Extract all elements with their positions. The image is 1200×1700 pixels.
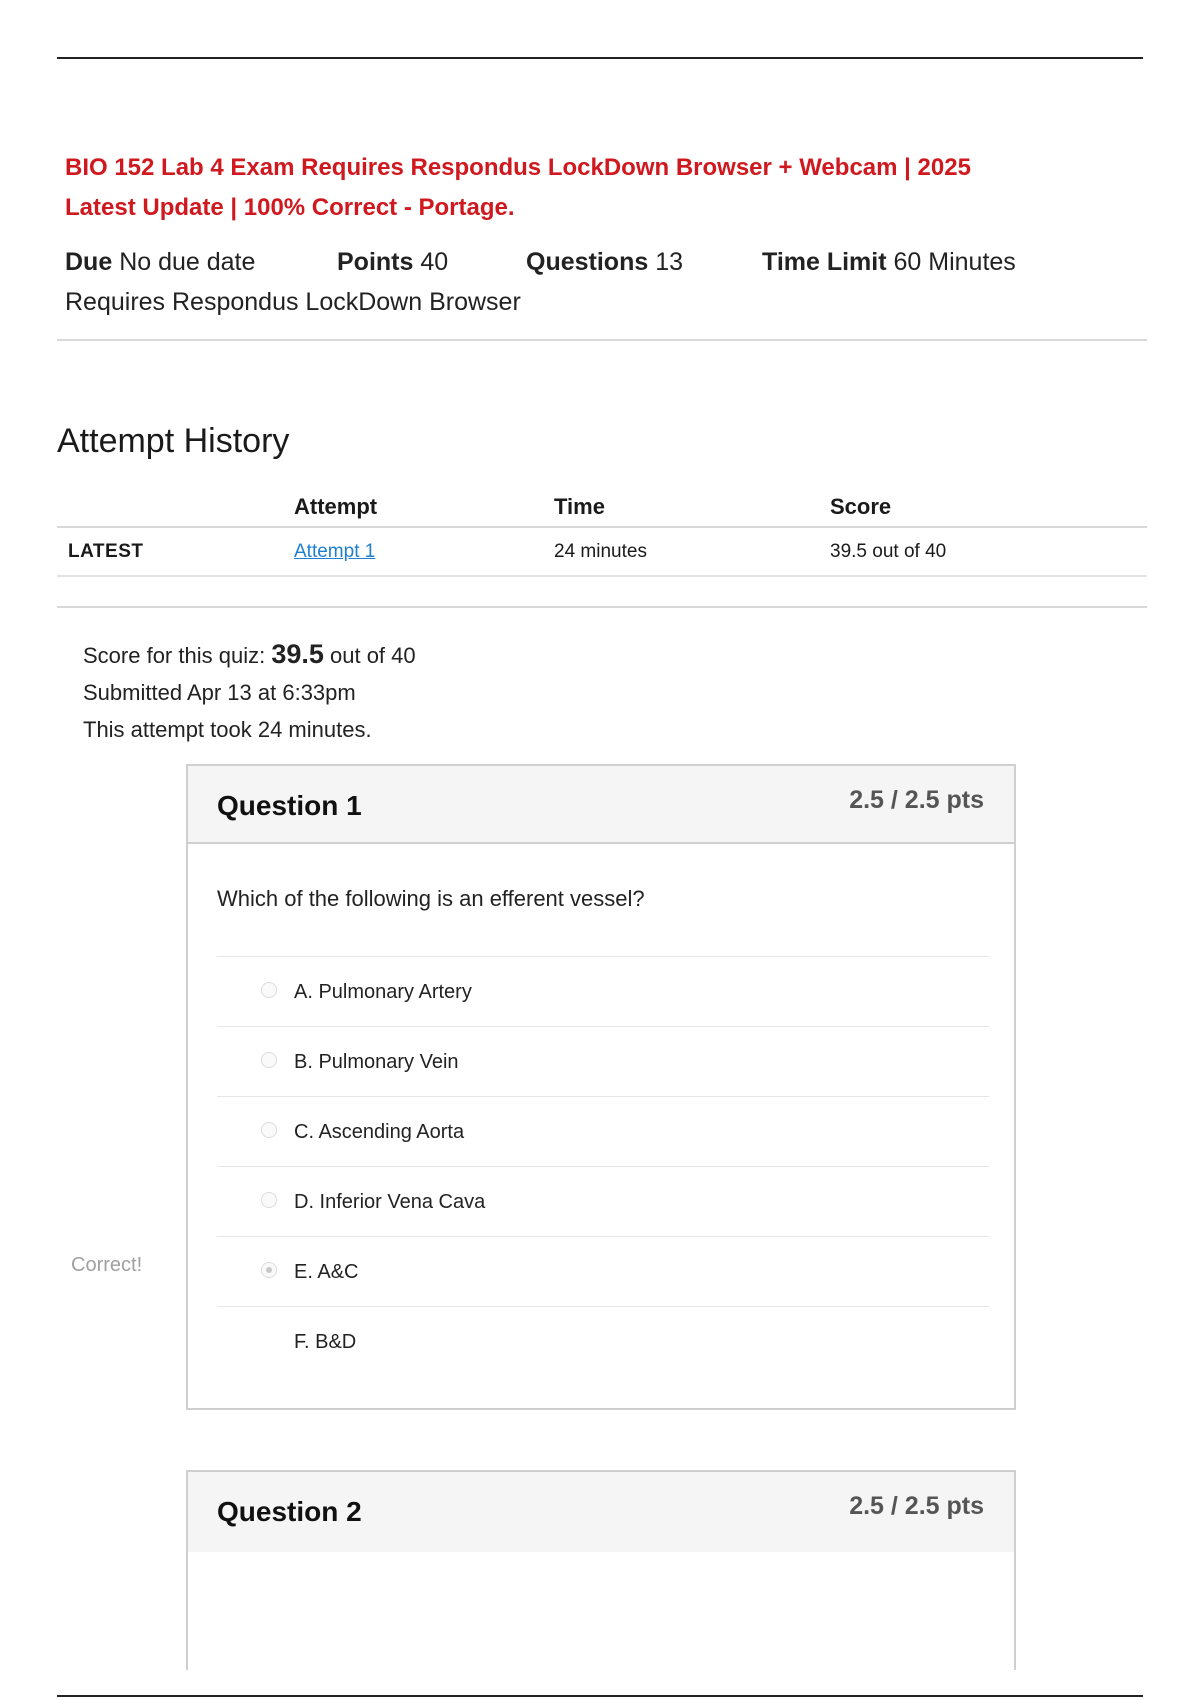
attempt-history-table <box>57 488 1147 577</box>
radio-button[interactable] <box>261 1052 277 1068</box>
radio-button-selected[interactable] <box>261 1262 277 1278</box>
answer-option-f[interactable] <box>217 1306 989 1376</box>
radio-button[interactable] <box>261 1122 277 1138</box>
correct-answer-flag: Correct! <box>71 1254 143 1276</box>
meta-questions: Questions 13 <box>526 248 684 276</box>
attempt-link[interactable]: Attempt 1 <box>294 540 376 562</box>
attempt-cell <box>294 527 554 576</box>
question-title: Question 1 <box>217 790 362 821</box>
attempt-duration: This attempt took 24 minutes. <box>83 717 372 742</box>
lockdown-note: Requires Respondus LockDown Browser <box>65 288 521 316</box>
answer-label: C. Ascending Aorta <box>294 1121 465 1143</box>
meta-time-limit: Time Limit 60 Minutes <box>762 248 1016 276</box>
question-points: 2.5 / 2.5 pts <box>849 786 984 814</box>
top-rule <box>57 57 1143 59</box>
question-2-card <box>186 1470 1016 1670</box>
quiz-title: BIO 152 Lab 4 Exam Requires Respondus LockDown Browser + Webcam | 2025 Latest Update | 100% Correct - Portage. <box>65 154 971 221</box>
answer-option-b[interactable] <box>217 1026 989 1096</box>
meta-points: Points 40 <box>337 248 449 276</box>
question-header <box>188 1472 1014 1552</box>
question-text: Which of the following is an efferent vessel? <box>217 886 645 911</box>
time-cell: 24 minutes <box>554 527 830 576</box>
answer-option-a[interactable] <box>217 956 989 1026</box>
column-header-score: Score <box>830 488 1147 527</box>
column-header-time: Time <box>554 488 830 527</box>
answer-option-e[interactable] <box>217 1236 989 1306</box>
score-cell: 39.5 out of 40 <box>830 527 1147 576</box>
bottom-rule <box>57 1695 1143 1697</box>
quiz-summary <box>83 636 416 748</box>
answer-list <box>217 956 989 1376</box>
question-title: Question 2 <box>217 1496 362 1527</box>
column-header-attempt: Attempt <box>294 488 554 527</box>
question-header <box>188 766 1014 844</box>
answer-label: E. A&C <box>294 1261 359 1283</box>
attempt-history-heading: Attempt History <box>57 422 290 460</box>
question-points: 2.5 / 2.5 pts <box>849 1492 984 1520</box>
answer-label: F. B&D <box>294 1331 357 1353</box>
radio-button[interactable] <box>261 1192 277 1208</box>
answer-label: B. Pulmonary Vein <box>294 1051 459 1073</box>
latest-tag: LATEST <box>57 527 294 576</box>
question-1-card <box>186 764 1016 1410</box>
meta-due: Due No due date <box>65 248 256 276</box>
meta-divider <box>57 339 1147 341</box>
answer-option-d[interactable] <box>217 1166 989 1236</box>
table-divider <box>57 606 1147 608</box>
answer-option-c[interactable] <box>217 1096 989 1166</box>
radio-button[interactable] <box>261 982 277 998</box>
answer-label: D. Inferior Vena Cava <box>294 1191 486 1213</box>
submitted-time: Submitted Apr 13 at 6:33pm <box>83 680 356 705</box>
table-row <box>57 527 1147 576</box>
column-header-blank <box>57 488 294 527</box>
answer-label: A. Pulmonary Artery <box>294 981 472 1003</box>
quiz-score: Score for this quiz: 39.5 out of 40 <box>83 639 416 669</box>
table-header-row <box>57 488 1147 527</box>
